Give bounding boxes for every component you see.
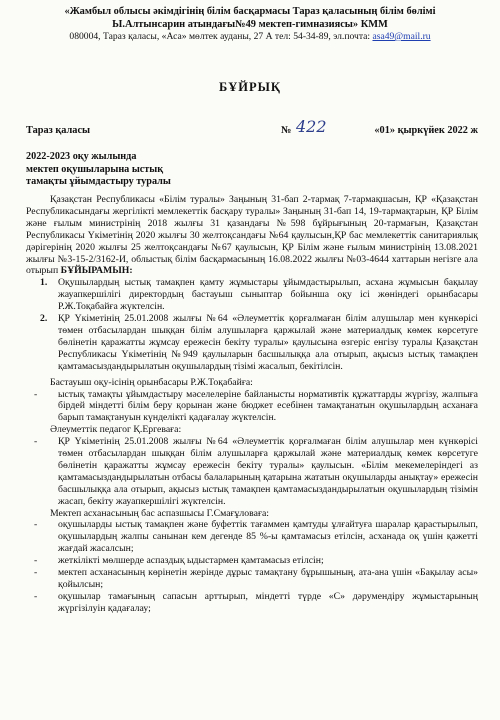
letterhead	[0, 6, 500, 43]
dash-bullet: -	[34, 388, 38, 400]
letterhead-address	[0, 31, 500, 43]
subject-line: мектеп оқушыларына ыстық	[26, 163, 164, 175]
preamble-paragraph	[26, 194, 478, 277]
list-item-text: жеткілікті мөлшерде аспаздық ыдыстармен қамтамасыз етілсін;	[58, 555, 324, 567]
list-item-text: оқушылар тамағының сапасын арттырып, міндетті түрде «С» дәрумендіру жұмыстарының жүргізілуін қадағалау;	[58, 590, 478, 614]
order-item-1	[26, 277, 478, 313]
list-item-text: ыстық тамақты ұйымдастыру мәселелеріне байланысты нормативтік құжаттарды жүргізу, жалпыға бірдей міндетті білім беру қорынан және бюджет есебінен тамақтанатын оқушылардың асханаға барып тамақтануын күнделікті қадағалау жүктелсін.	[58, 388, 478, 424]
dash-bullet: -	[34, 519, 38, 531]
subject-line: тамақты ұйымдастыру туралы	[26, 176, 171, 187]
order-word: БҰЙЫРАМЫН:	[60, 265, 133, 277]
item-text: Оқушылардың ыстық тамақпен қамту жұмыстары ұйымдастырылып, асхана жұмысын бақылау жауапкершілігі директордың бастауыш сыныптар бойынша оқу ісі жөніндегі орынбасары Р.Ж.Тоқабайға жүктелсін.	[58, 277, 478, 313]
list-item	[26, 567, 478, 591]
dash-bullet: -	[34, 590, 38, 602]
list-item-text: мектеп асханасының көрінетін жерінде дұрыс тамақтану бұрышының, ата-ана үшін «Бақылау асы» қойылсын;	[58, 567, 478, 590]
item-number: 1.	[40, 277, 48, 289]
subject-line: 2022-2023 оқу жылында	[26, 151, 137, 162]
item-number: 2.	[40, 313, 48, 325]
document-meta	[26, 117, 478, 139]
dash-bullet: -	[34, 436, 38, 448]
email-link[interactable]: asa49@mail.ru	[372, 31, 431, 42]
dash-bullet: -	[34, 567, 38, 579]
section-heading-deputy: Бастауыш оқу-ісінің орынбасары Р.Ж.Тоқабайға:	[50, 376, 253, 388]
document-title: БҰЙРЫҚ	[219, 80, 281, 94]
order-body	[26, 194, 478, 615]
letterhead-line-2: Ы.Алтынсарин атындағы№49 мектеп-гимназиясы» КММ	[112, 18, 388, 30]
list-item-text: оқушыларды ыстық тамақпен және буфеттік тағаммен қамтуды ұлғайтуға шаралар қарастырылып, оқушылардың жалпы санынан кем дегенде 85 %-ы қамтамасыз етілсін, асханада оқ үшін қажетті жағдай жасалсын;	[58, 519, 478, 555]
list-item-text: ҚР Үкіметінің 25.01.2008 жылғы №64 «Әлеуметтік қорғалмаған білім алушылар мен күнкөрісі төмен отбасылардан шыққан білім алушыларға қаржылай және материалдық көмек көрсетуге бөлінетін қаражатты жұмсау ережесін бекіту туралы» қаулысын. «Білім мекемелеріндегі аз қамтамасыздандырылатын отбасы балаларының қатарына жататын оқушыларды анықтау» ережесін басшылыққа ала отырып, ақысыз ыстық тамақпен қамтамасыздандырылатын оқушылардың тізімін жасап, бекіту жауапкершілігі жүктелсін.	[58, 436, 478, 507]
order-date: «01» қыркүйек 2022 ж	[374, 125, 478, 136]
section-heading-chef: Мектеп асханасының бас аспазшысы Г.Смағұловаға:	[50, 507, 270, 519]
dash-bullet: -	[34, 555, 38, 567]
list-item	[26, 555, 478, 567]
preamble-text: Қазақстан Республикасы «Білім туралы» Заңының 31-бап 2-тармақ 7-тармақшасын, ҚР «Қазақстан Республикасындағы жергілікті мемлекеттік басқару туралы» Заңының 31-бап 14, 19-тармақтарын, ҚР Білім және ғылым министрінің 2018 жылғы 31 қазандағы №598 бұйрығының 20-тармағын, Қазақстан Республикасы Үкіметінің 2020 жылғы 30 желтоқсандағы №64 қаулысын,ҚР бас мемлекеттік санитариялық дәрігерінің 2020 жылғы 25 желтоқсандағы №67 қаулысын, ҚР Білім және ғылым министрінің 13.08.2021 жылғы №3-15-2/3162-И, облыстық білім басқармасының 16.08.2022 жылғы №03-4644 хаттарын негізге ала отырып	[26, 194, 478, 277]
number-sign: №	[281, 125, 292, 136]
section-heading-social-pedagogue: Әлеуметтік педагог Қ.Ергеваға:	[50, 424, 182, 436]
list-item	[26, 436, 478, 507]
address-text: 080004, Тараз қаласы, «Аса» мөлтек ауданы, 27 А тел: 54-34-89, эл.почта:	[69, 31, 373, 42]
city-name: Тараз қаласы	[26, 125, 91, 136]
list-item	[26, 389, 478, 425]
order-item-2	[26, 313, 478, 373]
handwritten-order-number: 422	[296, 117, 327, 136]
list-item	[26, 519, 478, 555]
letterhead-line-1: «Жамбыл облысы әкімдігінің білім басқармасы Тараз қаласының білім бөлімі	[64, 6, 436, 17]
item-text: ҚР Үкіметінің 25.01.2008 жылғы №64 «Әлеуметтік қорғалмаған білім алушылар мен күнкөрісі төмен отбасылардан шыққан білім алушыларға қаржылай және материалдық көмек көрсетуге бөлінетін қаражатты жұмсау ережесін бекіту туралы» қаулысына өзгеріс енгізу туралы Қазақстан Республикасы Үкіметінің №949 қаулыларын басшылыққа ала отырып, ақысыз ыстық тамақпен қамтамасыздандырылатын оқушылардың тізімі жасалып, бекітілсін.	[58, 313, 478, 372]
order-subject	[26, 151, 171, 189]
list-item	[26, 591, 478, 615]
